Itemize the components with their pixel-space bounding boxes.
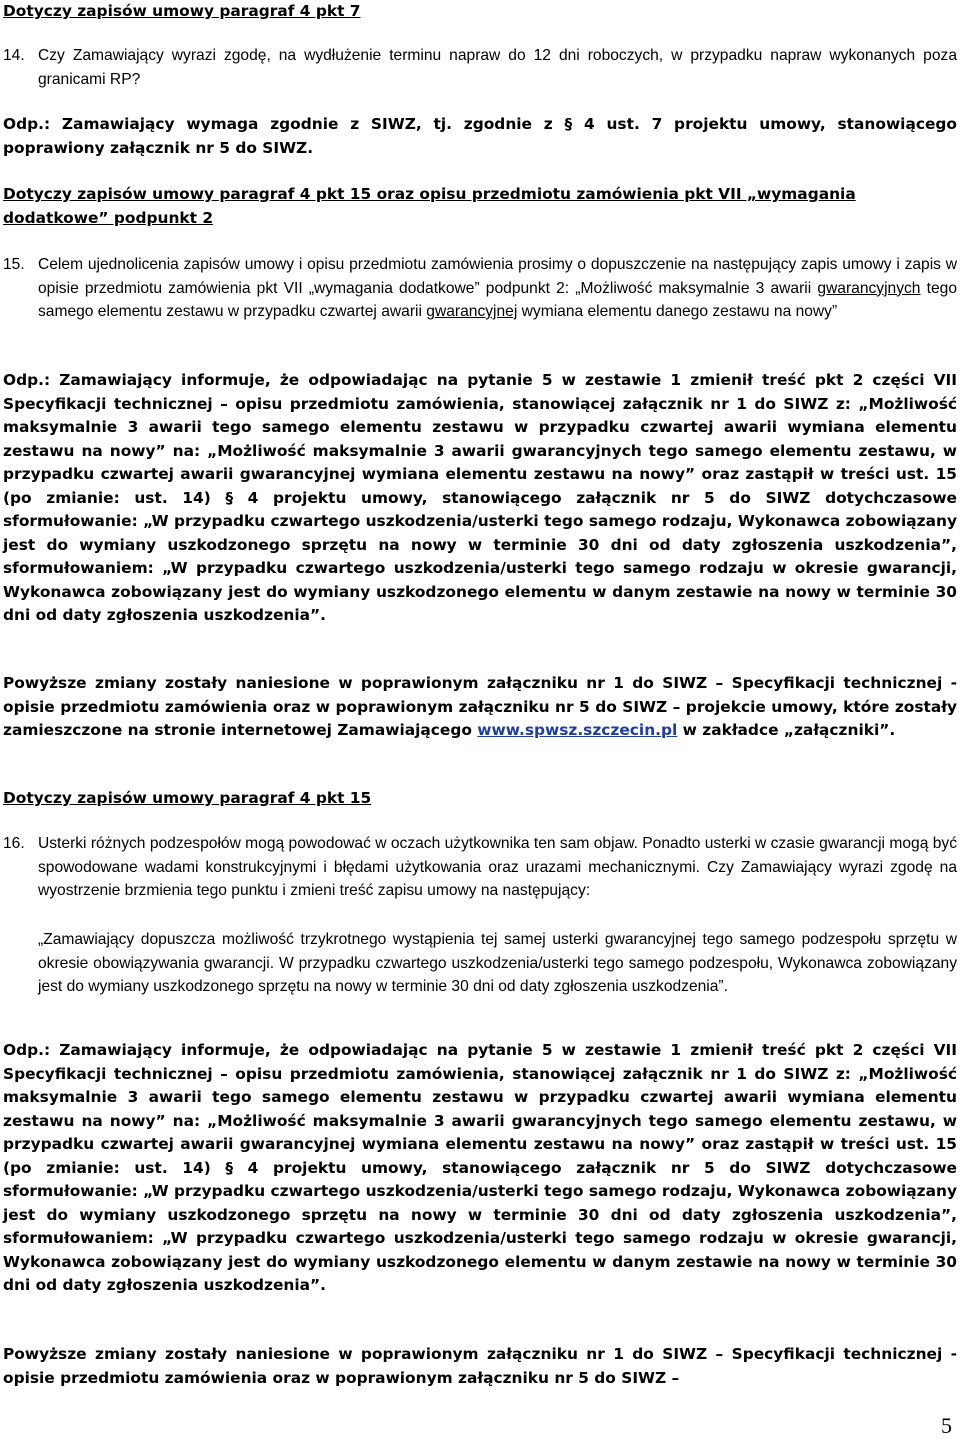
note-15: Powyższe zmiany zostały naniesione w poprawionym załączniku nr 1 do SIWZ – Specyfikacji technicznej - opisie przedmiotu zamówienia oraz w poprawionym załączniku nr 5 do SIWZ – projekcie umowy, które zostały zamieszczone na stronie internetowej Zamawiającego www.spwsz.szczecin.pl w zakładce „załączniki”. [3,674,957,739]
question-15-number: 15. [3,256,25,273]
underlined-term: gwarancyjnej [426,303,518,320]
question-14-text: Czy Zamawiający wyrazi zgodę, na wydłużenie terminu napraw do 12 dni roboczych, w przypadku napraw wykonanych poza granicami RP? [38,47,957,88]
question-16-quote: „Zamawiający dopuszcza możliwość trzykrotnego wystąpienia tej samej usterki gwarancyjnej tego samego podzespołu sprzętu w okresie obowiązywania gwarancji. W przypadku czwartego uszkodzenia/usterki tego samego podzespołu, Wykonawca zobowiązany jest do wymiany uszkodzonego sprzętu na nowy w terminie 30 dni od daty zgłoszenia uszkodzenia”. [38,931,957,995]
answer-16: Odp.: Zamawiający informuje, że odpowiadając na pytanie 5 w zestawie 1 zmienił treść pkt 2 części VII Specyfikacji technicznej – opisu przedmiotu zamówienia, stanowiącej załącznik nr 1 do SIWZ z: „Możliwość maksymalnie 3 awarii tego samego elementu zestawu w przypadku czwartej awarii wymiana elementu zestawu na nowy” na: „Możliwość maksymalnie 3 awarii gwarancyjnych tego samego elementu zestawu, w przypadku czwartej awarii gwarancyjnej wymiana elementu zestawu na nowy” oraz zastąpił w treści ust. 15 (po zmianie: ust. 14) § 4 projektu umowy, stanowiącego załącznik nr 5 do SIWZ dotychczasowe sformułowanie: „W przypadku czwartego uszkodzenia/usterki tego samego rodzaju, Wykonawca zobowiązany jest do wymiany uszkodzonego sprzętu na nowy w terminie 30 dni od daty zgłoszenia uszkodzenia”, sformułowaniem: „W przypadku czwartego uszkodzenia/usterki tego samego rodzaju w okresie gwarancji, Wykonawca zobowiązany jest do wymiany uszkodzonego elementu w danym zestawie na nowy w terminie 30 dni od daty zgłoszenia uszkodzenia”. [3,1041,957,1294]
section-heading-2: Dotyczy zapisów umowy paragraf 4 pkt 15 oraz opisu przedmiotu zamówienia pkt VII „wymagania dodatkowe” podpunkt 2 [3,185,856,227]
section-heading-3: Dotyczy zapisów umowy paragraf 4 pkt 15 [3,789,372,807]
section-heading-1: Dotyczy zapisów umowy paragraf 4 pkt 7 [3,2,361,20]
note-16: Powyższe zmiany zostały naniesione w poprawionym załączniku nr 1 do SIWZ – Specyfikacji technicznej - opisie przedmiotu zamówienia oraz w poprawionym załączniku nr 5 do SIWZ – [3,1345,957,1387]
question-16-text: Usterki różnych podzespołów mogą powodować w oczach użytkownika ten sam objaw. Ponadto usterki w czasie gwarancji mogą być spowodowane wadami konstrukcyjnymi i błędami użytkowania oraz urazami mechanicznymi. Czy Zamawiający wyrazi zgodę na wyostrzenie brzmienia tego punktu i zmieni treść zapisu umowy na następujący: [38,835,957,899]
question-16-number: 16. [3,835,25,852]
website-link[interactable]: www.spwsz.szczecin.pl [477,721,678,739]
answer-15: Odp.: Zamawiający informuje, że odpowiadając na pytanie 5 w zestawie 1 zmienił treść pkt 2 części VII Specyfikacji technicznej – opisu przedmiotu zamówienia, stanowiącej załącznik nr 1 do SIWZ z: „Możliwość maksymalnie 3 awarii tego samego elementu zestawu w przypadku czwartej awarii wymiana elementu zestawu na nowy” na: „Możliwość maksymalnie 3 awarii gwarancyjnych tego samego elementu zestawu, w przypadku czwartej awarii gwarancyjnej wymiana elementu zestawu na nowy” oraz zastąpił w treści ust. 15 (po zmianie: ust. 14) § 4 projektu umowy, stanowiącego załącznik nr 5 do SIWZ dotychczasowe sformułowanie: „W przypadku czwartego uszkodzenia/usterki tego samego rodzaju, Wykonawca zobowiązany jest do wymiany uszkodzonego sprzętu na nowy w terminie 30 dni od daty zgłoszenia uszkodzenia”, sformułowaniem: „W przypadku czwartego uszkodzenia/usterki tego samego rodzaju w okresie gwarancji, Wykonawca zobowiązany jest do wymiany uszkodzonego elementu w danym zestawie na nowy w terminie 30 dni od daty zgłoszenia uszkodzenia”. [3,371,957,624]
underlined-term: gwarancyjnych [817,279,921,297]
page-number: 5 [941,1413,952,1438]
question-14-number: 14. [3,47,25,64]
answer-14: Odp.: Zamawiający wymaga zgodnie z SIWZ, tj. zgodnie z § 4 ust. 7 projektu umowy, stanowiącego poprawiony załącznik nr 5 do SIWZ. [3,115,957,157]
question-15-text: Celem ujednolicenia zapisów umowy i opisu przedmiotu zamówienia prosimy o dopuszczenie na następujący zapis umowy i zapis w opisie przedmiotu zamówienia pkt VII „wymagania dodatkowe” podpunkt 2: „Możliwość maksymalnie 3 awarii gwarancyjnych tego samego elementu zestawu w przypadku czwartej awarii gwarancyjnej wymiana elementu danego zestawu na nowy” [38,256,957,320]
